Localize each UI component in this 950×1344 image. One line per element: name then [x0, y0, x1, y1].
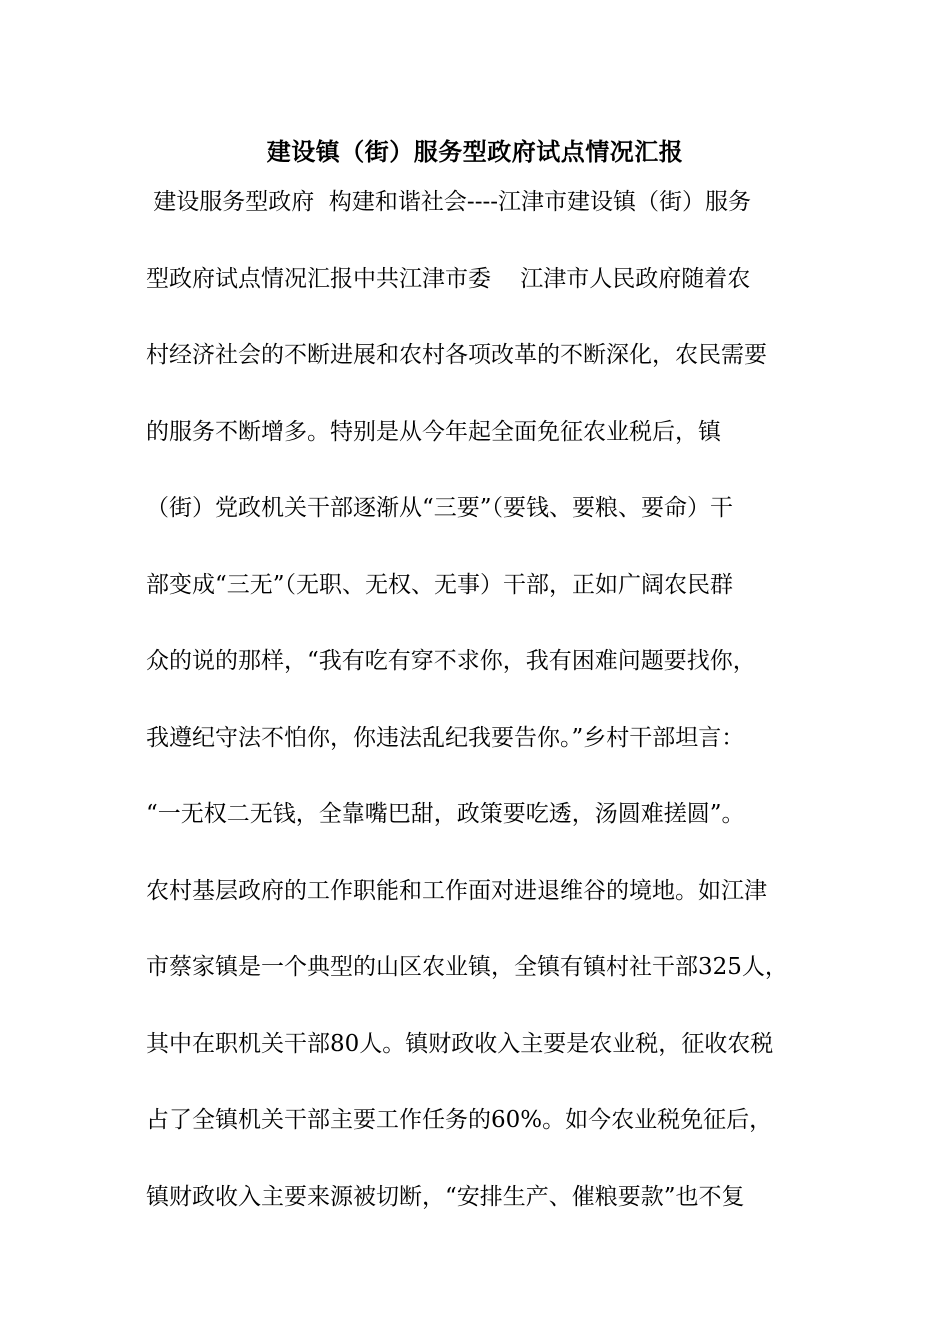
- body-line: 村经济社会的不断进展和农村各项改革的不断深化，农民需要: [146, 342, 767, 368]
- body-line: （街）党政机关干部逐渐从“三要”（要钱、要粮、要命）干: [146, 495, 734, 521]
- body-line: 镇财政收入主要来源被切断，“安排生产、催粮要款”也不复: [146, 1183, 745, 1210]
- body-line: 其中在职机关干部80人。镇财政收入主要是农业税，征收农税: [146, 1030, 774, 1057]
- body-line: 建设服务型政府 构建和谐社会----江津市建设镇（街）服务: [146, 189, 752, 215]
- document-body: [146, 185, 826, 1256]
- body-line: 众的说的那样，“我有吃有穿不求你，我有困难问题要找你，: [146, 648, 756, 674]
- body-line: 农村基层政府的工作职能和工作面对进退维谷的境地。如江津: [146, 877, 767, 904]
- body-line: 型政府试点情况汇报中共江津市委 江津市人民政府随着农: [146, 265, 751, 292]
- body-line: 我遵纪守法不怕你，你违法乱纪我要告你。”乡村干部坦言：: [146, 724, 745, 751]
- body-line: 占了全镇机关干部主要工作任务的60%。如今农业税免征后，: [146, 1107, 773, 1133]
- body-line: “一无权二无钱，全靠嘴巴甜，政策要吃透，汤圆难搓圆”。: [146, 801, 745, 827]
- body-line: 的服务不断增多。特别是从今年起全面免征农业税后，镇: [146, 418, 721, 445]
- document-title: 建设镇（街）服务型政府试点情况汇报: [266, 137, 684, 166]
- body-line: 部变成“三无”（无职、无权、无事）干部，正如广阔农民群: [146, 571, 734, 598]
- body-line: 市蔡家镇是一个典型的山区农业镇，全镇有镇村社干部325人，: [146, 954, 788, 980]
